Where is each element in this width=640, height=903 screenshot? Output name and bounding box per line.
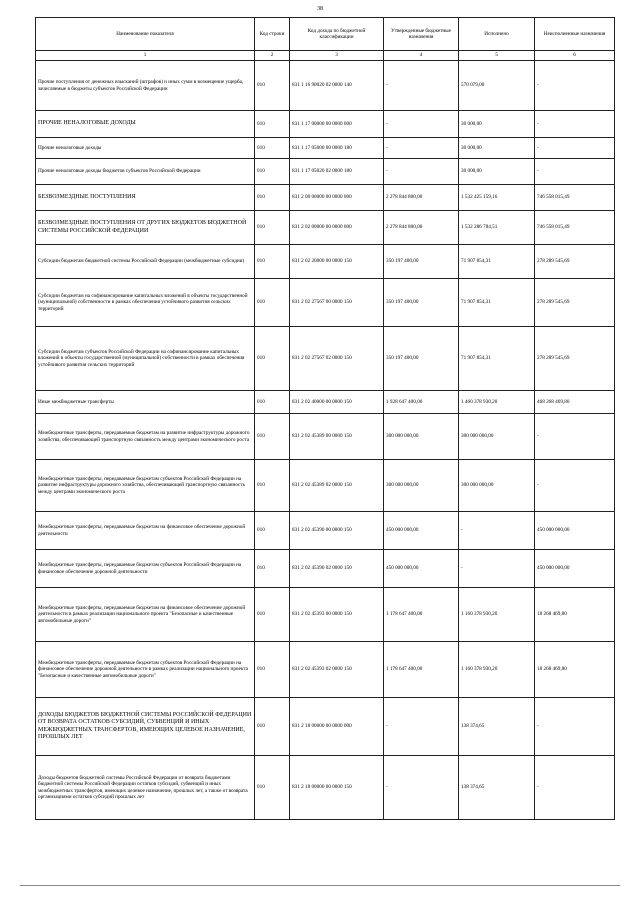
unexecuted-amount: - (535, 414, 615, 460)
budget-class-code: 831 2 02 40000 00 0000 150 (290, 391, 384, 414)
indicator-name: Прочие неналоговые доходы (36, 138, 255, 159)
line-code: 010 (255, 550, 290, 588)
budget-class-code: 831 2 02 45393 02 0000 150 (290, 642, 384, 698)
line-code: 010 (255, 414, 290, 460)
line-code: 010 (255, 327, 290, 391)
table-row (36, 185, 615, 211)
line-code: 010 (255, 138, 290, 159)
approved-amount: 1 178 647 400,00 (384, 588, 459, 642)
unexecuted-amount: - (535, 159, 615, 185)
indicator-name: Субсидии бюджетам субъектов Российской Федерации на софинансирование капитальных вложений в объекты государственной (муниципальной) собственности в рамках обеспечения устойчивого развития сельских территорий (36, 327, 255, 391)
column-number: 3 (290, 51, 384, 61)
page-bottom-rule (20, 885, 620, 886)
column-number: 4 (384, 51, 459, 61)
executed-amount: - (459, 550, 535, 588)
line-code: 010 (255, 642, 290, 698)
budget-class-code: 831 1 17 05020 02 0000 180 (290, 159, 384, 185)
unexecuted-amount: 278 289 545,69 (535, 245, 615, 279)
approved-amount: - (384, 698, 459, 756)
approved-amount: 450 000 000,00 (384, 512, 459, 550)
unexecuted-amount: - (535, 61, 615, 111)
column-number: 2 (255, 51, 290, 61)
indicator-name: Межбюджетные трансферты, передаваемые бюджетам на финансовое обеспечение дорожной деятельности (36, 512, 255, 550)
executed-amount: 1 160 378 930,20 (459, 588, 535, 642)
unexecuted-amount: 278 289 545,69 (535, 327, 615, 391)
table-row (36, 327, 615, 391)
revenue-table (35, 17, 615, 820)
table-row (36, 588, 615, 642)
table-row (36, 211, 615, 245)
header-approved: Утвержденные бюджетные назначения (384, 18, 459, 51)
unexecuted-amount: - (535, 111, 615, 138)
indicator-name: Межбюджетные трансферты, передаваемые бюджетам субъектов Российской Федерации на финансовое обеспечение дорожной деятельности (36, 550, 255, 588)
executed-amount: 71 907 854,31 (459, 279, 535, 327)
line-code: 010 (255, 698, 290, 756)
budget-class-code: 831 1 17 00000 00 0000 000 (290, 111, 384, 138)
budget-class-code: 831 2 02 45390 02 0000 150 (290, 550, 384, 588)
indicator-name: Прочие неналоговые доходы бюджетов субъектов Российской Федерации (36, 159, 255, 185)
indicator-name: ПРОЧИЕ НЕНАЛОГОВЫЕ ДОХОДЫ (36, 111, 255, 138)
executed-amount: 1 460 378 930,20 (459, 391, 535, 414)
executed-amount: 300 000 000,00 (459, 414, 535, 460)
executed-amount: - (459, 512, 535, 550)
budget-class-code: 831 2 02 20000 00 0000 150 (290, 245, 384, 279)
budget-class-code: 831 2 02 45390 00 0000 150 (290, 512, 384, 550)
approved-amount: 1 178 647 400,00 (384, 642, 459, 698)
approved-amount: - (384, 159, 459, 185)
column-number: 5 (459, 51, 535, 61)
indicator-name: БЕЗВОЗМЕЗДНЫЕ ПОСТУПЛЕНИЯ (36, 185, 255, 211)
header-kbk: Код дохода по бюджетной классификации (290, 18, 384, 51)
budget-class-code: 831 1 17 05000 00 0000 180 (290, 138, 384, 159)
indicator-name: Межбюджетные трансферты, передаваемые бюджетам на финансовое обеспечение дорожной деятельности в рамках реализации национального проекта "Безопасные и качественные автомобильные дороги" (36, 588, 255, 642)
approved-amount: - (384, 138, 459, 159)
table-row (36, 138, 615, 159)
header-row (36, 18, 615, 51)
budget-class-code: 831 2 02 27567 02 0000 150 (290, 327, 384, 391)
unexecuted-amount: 450 000 000,00 (535, 550, 615, 588)
executed-amount: 138 374,65 (459, 756, 535, 820)
executed-amount: 30 000,00 (459, 138, 535, 159)
approved-amount: 2 278 844 800,00 (384, 185, 459, 211)
indicator-name: Прочие поступления от денежных взысканий (штрафов) и иных сумм в возмещение ущерба, зачисляемые в бюджеты субъектов Российской Федерации (36, 61, 255, 111)
header-code: Код строки (255, 18, 290, 51)
indicator-name: БЕЗВОЗМЕЗДНЫЕ ПОСТУПЛЕНИЯ ОТ ДРУГИХ БЮДЖЕТОВ БЮДЖЕТНОЙ СИСТЕМЫ РОССИЙСКОЙ ФЕДЕРАЦИИ (36, 211, 255, 245)
unexecuted-amount: - (535, 756, 615, 820)
unexecuted-amount: 746 558 015,49 (535, 211, 615, 245)
column-number-row (36, 51, 615, 61)
table-row (36, 391, 615, 414)
line-code: 010 (255, 61, 290, 111)
approved-amount: 450 000 000,00 (384, 550, 459, 588)
indicator-name: Иные межбюджетные трансферты (36, 391, 255, 414)
line-code: 010 (255, 245, 290, 279)
table-row (36, 550, 615, 588)
line-code: 010 (255, 211, 290, 245)
table-row (36, 642, 615, 698)
budget-class-code: 831 2 02 00000 00 0000 000 (290, 211, 384, 245)
line-code: 010 (255, 588, 290, 642)
approved-amount: 1 928 647 400,00 (384, 391, 459, 414)
header-unexecuted: Неисполненные назначения (535, 18, 615, 51)
line-code: 010 (255, 279, 290, 327)
table-row (36, 245, 615, 279)
executed-amount: 30 000,00 (459, 159, 535, 185)
line-code: 010 (255, 159, 290, 185)
budget-class-code: 831 2 02 27567 00 0000 150 (290, 279, 384, 327)
executed-amount: 138 374,65 (459, 698, 535, 756)
indicator-name: Межбюджетные трансферты, передаваемые бюджетам субъектов Российской Федерации на финансовое обеспечение дорожной деятельности в рамках реализации национального проекта "Безопасные и качественные автомобильные дороги" (36, 642, 255, 698)
unexecuted-amount: 18 268 469,80 (535, 642, 615, 698)
approved-amount: 300 000 000,00 (384, 414, 459, 460)
budget-class-code: 831 2 00 00000 00 0000 000 (290, 185, 384, 211)
table-row (36, 698, 615, 756)
table-row (36, 111, 615, 138)
table-row (36, 460, 615, 512)
indicator-name: Межбюджетные трансферты, передаваемые бюджетам субъектов Российской Федерации на развитие инфраструктуры дорожного хозяйства, обеспечивающей транспортную связанность между центрами экономического роста (36, 460, 255, 512)
approved-amount: 2 278 844 800,00 (384, 211, 459, 245)
approved-amount: 350 197 400,00 (384, 279, 459, 327)
approved-amount: - (384, 111, 459, 138)
approved-amount: 350 197 400,00 (384, 327, 459, 391)
approved-amount: - (384, 756, 459, 820)
table-row (36, 756, 615, 820)
header-name: Наименование показателя (36, 18, 255, 51)
line-code: 010 (255, 185, 290, 211)
approved-amount: - (384, 61, 459, 111)
indicator-name: Межбюджетные трансферты, передаваемые бюджетам на развитие инфраструктуры дорожного хозяйства, обеспечивающей транспортную связанность между центрами экономического роста (36, 414, 255, 460)
header-executed: Исполнено (459, 18, 535, 51)
budget-class-code: 831 2 02 45393 00 0000 150 (290, 588, 384, 642)
indicator-name: ДОХОДЫ БЮДЖЕТОВ БЮДЖЕТНОЙ СИСТЕМЫ РОССИЙСКОЙ ФЕДЕРАЦИИ ОТ ВОЗВРАТА ОСТАТКОВ СУБСИДИЙ, СУБВЕНЦИЙ И ИНЫХ МЕЖБЮДЖЕТНЫХ ТРАНСФЕРТОВ, ИМЕЮЩИХ ЦЕЛЕВОЕ НАЗНАЧЕНИЕ, ПРОШЛЫХ ЛЕТ (36, 698, 255, 756)
line-code: 010 (255, 111, 290, 138)
executed-amount: 1 532 425 159,16 (459, 185, 535, 211)
table-row (36, 279, 615, 327)
executed-amount: 1 160 378 930,20 (459, 642, 535, 698)
page-number: 38 (317, 6, 323, 12)
table-row (36, 414, 615, 460)
indicator-name: Субсидии бюджетам бюджетной системы Российской Федерации (межбюджетные субсидии) (36, 245, 255, 279)
approved-amount: 350 197 400,00 (384, 245, 459, 279)
budget-class-code: 831 1 16 90020 02 0000 140 (290, 61, 384, 111)
unexecuted-amount: - (535, 138, 615, 159)
indicator-name: Субсидии бюджетам на софинансирование капитальных вложений в объекты государственной (муниципальной) собственности в рамках обеспечения устойчивого развития сельских территорий (36, 279, 255, 327)
budget-class-code: 831 2 02 45389 00 0000 150 (290, 414, 384, 460)
executed-amount: 71 907 854,31 (459, 327, 535, 391)
table-row (36, 61, 615, 111)
indicator-name: Доходы бюджетов бюджетной системы Российской Федерации от возврата бюджетами бюджетной системы Российской Федерации остатков субсидий, субвенций и иных межбюджетных трансфертов, имеющих целевое назначение, прошлых лет, а также от возврата организациями остатков субсидий прошлых лет (36, 756, 255, 820)
executed-amount: 71 907 854,31 (459, 245, 535, 279)
table-row (36, 159, 615, 185)
executed-amount: 300 000 000,00 (459, 460, 535, 512)
line-code: 010 (255, 512, 290, 550)
budget-class-code: 831 2 18 00000 00 0000 000 (290, 698, 384, 756)
unexecuted-amount: - (535, 698, 615, 756)
table-row (36, 512, 615, 550)
line-code: 010 (255, 756, 290, 820)
column-number: 1 (36, 51, 255, 61)
unexecuted-amount: 278 289 545,69 (535, 279, 615, 327)
line-code: 010 (255, 460, 290, 512)
unexecuted-amount: - (535, 460, 615, 512)
executed-amount: 1 532 286 784,51 (459, 211, 535, 245)
unexecuted-amount: 18 268 469,80 (535, 588, 615, 642)
executed-amount: 570 079,00 (459, 61, 535, 111)
budget-class-code: 831 2 18 00000 00 0000 150 (290, 756, 384, 820)
approved-amount: 300 000 000,00 (384, 460, 459, 512)
unexecuted-amount: 450 000 000,00 (535, 512, 615, 550)
unexecuted-amount: 746 558 015,49 (535, 185, 615, 211)
budget-class-code: 831 2 02 45389 02 0000 150 (290, 460, 384, 512)
executed-amount: 30 000,00 (459, 111, 535, 138)
unexecuted-amount: 468 268 469,80 (535, 391, 615, 414)
line-code: 010 (255, 391, 290, 414)
column-number: 6 (535, 51, 615, 61)
